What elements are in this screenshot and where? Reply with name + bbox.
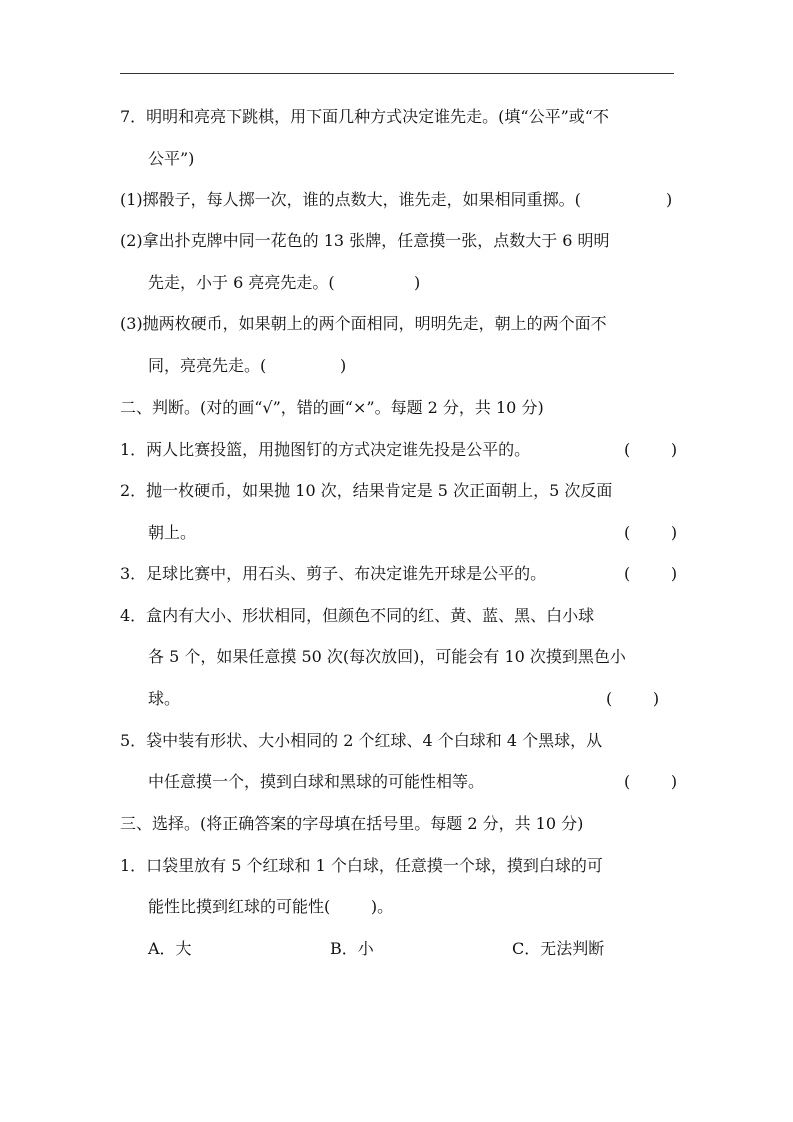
section2-q3: 3．足球比赛中，用石头、剪子、布决定谁先开球是公平的。 <box>120 564 547 583</box>
section2-q4-line3: 球。 <box>148 689 181 708</box>
q7-item2-line1: (2)拿出扑克牌中同一花色的 13 张牌，任意摸一张，点数大于 6 明明 <box>120 231 610 250</box>
section2-q4-line1: 4．盒内有大小、形状相同，但颜色不同的红、黄、蓝、黑、白小球 <box>120 606 595 625</box>
q7-item2-answer-paren[interactable]: ) <box>414 273 421 292</box>
section2-heading: 二、判断。(对的画“√”，错的画“×”。每题 2 分，共 10 分) <box>120 398 544 417</box>
section2-q2-line2: 朝上。 <box>148 523 197 542</box>
q7-item3-line2: 同，亮亮先走。( <box>148 356 267 375</box>
section2-q5-answer-paren[interactable]: ( ) <box>624 772 678 791</box>
q7-item2-line2: 先走，小于 6 亮亮先走。( <box>148 273 335 292</box>
q7-item1-answer-paren[interactable]: ) <box>666 190 673 209</box>
q7-item3-answer-paren[interactable]: ) <box>340 356 347 375</box>
section2-q2-line1: 2．抛一枚硬币，如果抛 10 次，结果肯定是 5 次正面朝上，5 次反面 <box>120 481 613 500</box>
section2-q3-answer-paren[interactable]: ( ) <box>624 564 678 583</box>
section2-q4-line2: 各 5 个，如果任意摸 50 次(每次放回)，可能会有 10 次摸到黑色小 <box>148 647 626 666</box>
section2-q1-answer-paren[interactable]: ( ) <box>624 440 678 459</box>
section3-q1-option-a[interactable]: A．大 <box>148 939 192 958</box>
section2-q1: 1．两人比赛投篮，用抛图钉的方式决定谁先投是公平的。 <box>120 440 531 459</box>
q7-title-line2: 公平”) <box>148 149 195 168</box>
section2-q4-answer-paren[interactable]: ( ) <box>606 689 660 708</box>
section2-q5-line2: 中任意摸一个，摸到白球和黑球的可能性相等。 <box>148 772 485 791</box>
q7-title-line1: 7．明明和亮亮下跳棋，用下面几种方式决定谁先走。(填“公平”或“不 <box>120 107 609 126</box>
q7-item1: (1)掷骰子，每人掷一次，谁的点数大，谁先走，如果相同重掷。( <box>120 190 581 209</box>
section2-q2-answer-paren[interactable]: ( ) <box>624 523 678 542</box>
section3-q1-line1: 1．口袋里放有 5 个红球和 1 个白球，任意摸一个球，摸到白球的可 <box>120 856 603 875</box>
section3-q1-option-b[interactable]: B．小 <box>330 939 374 958</box>
section2-q5-line1: 5．袋中装有形状、大小相同的 2 个红球、4 个白球和 4 个黑球，从 <box>120 731 603 750</box>
section3-heading: 三、选择。(将正确答案的字母填在括号里。每题 2 分，共 10 分) <box>120 814 584 833</box>
header-rule <box>120 73 674 74</box>
section3-q1-line2: 能性比摸到红球的可能性( )。 <box>148 897 394 916</box>
q7-item3-line1: (3)抛两枚硬币，如果朝上的两个面相同，明明先走，朝上的两个面不 <box>120 314 607 333</box>
section3-q1-option-c[interactable]: C．无法判断 <box>512 939 605 958</box>
